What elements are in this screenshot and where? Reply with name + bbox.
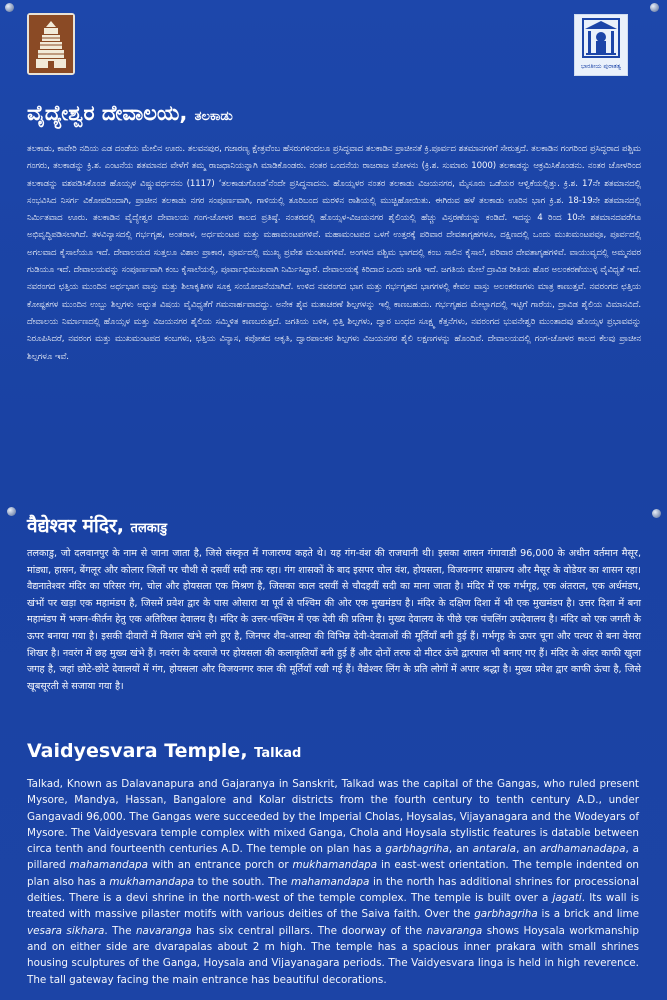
english-text: with an entrance porch or <box>147 859 293 872</box>
english-text: . Its wall is treated with massive pilaster motifs with various deities of the Saiva faith. Over the <box>27 892 639 921</box>
term-antarala: antarala <box>472 843 517 856</box>
mounting-screw <box>7 507 16 516</box>
kannada-title: ವೈದ್ಯೇಶ್ವರ ದೇವಾಲಯ, <box>27 101 188 125</box>
english-text: , a pillared <box>27 843 639 872</box>
english-text: has six central pillars. The doorway of the <box>191 924 427 937</box>
term-garbhagriha: garbhagriha <box>385 843 449 856</box>
term-mahamandapa: mahamandapa <box>290 875 370 888</box>
english-text: , an <box>448 843 473 856</box>
mounting-screw <box>652 509 661 518</box>
term-navaranga: navaranga <box>426 924 483 937</box>
hindi-heading <box>27 512 167 538</box>
asi-emblem-caption: ಭಾರತೀಯ ಪುರಾತತ್ವ <box>580 63 622 70</box>
mounting-screw <box>650 3 659 12</box>
mounting-screw <box>5 3 14 12</box>
english-heading <box>27 740 301 762</box>
english-text: in the north has additional shrines for processional deities. There is a devi shrine in the north-west of the temple complex. The temple is built over a <box>27 875 640 905</box>
term-navaranga: navaranga <box>135 924 192 937</box>
term-ardhamanadapa: ardhamanadapa <box>539 843 626 856</box>
term-mukhamandapa: mukhamandapa <box>109 875 195 888</box>
english-subtitle: Talkad <box>254 746 302 761</box>
english-text: , an <box>516 843 540 856</box>
hindi-subtitle: तलकाडु <box>130 521 168 536</box>
temple-gopuram-icon <box>27 13 75 75</box>
english-title: Vaidyesvara Temple, <box>27 740 248 762</box>
term-vesara-sikhara: vesara sikhara <box>27 924 105 937</box>
english-paragraph <box>27 776 639 988</box>
english-text: is a brick and lime <box>537 908 639 921</box>
english-text: shows Hoysala workmanship and on either side are dvarapalas about 2 m high. The temple has a spacious inner prakara with small shrines housing sculptures of the Ganga, Hoysala and Vijayanagara periods. The Vaidyesvara linga is held in high reverence. The tall gateway facing the main entrance has beautiful decorations. <box>27 924 640 986</box>
english-text: Talkad, Known as Dalavanapura and Gajaranya in Sanskrit, Talkad was the capital of the Gangas, who ruled present Mysore, Mandya, Hassan, Bangalore and Kolar districts from the fourth century to tenth century A.D., under Gangavadi 96,000. The Gangas were succeeded by the Imperial Cholas, Hoysalas, Vijayanagara and the Wodeyars of Mysore. The Vaidyesvara temple complex with mixed Ganga, Chola and Hoysala stylistic features is datable between circa tenth and fourteenth centuries A.D. The temple on plan has a <box>27 778 639 856</box>
english-text: to the south. The <box>194 875 291 888</box>
kannada-heading <box>27 101 233 126</box>
term-mukhamandapa: mukhamandapa <box>292 859 378 872</box>
hindi-paragraph: तलकाडु, जो दलवानपुर के नाम से जाना जाता है, जिसे संस्कृत में गजारण्य कहते थे। यह गंग-वंश की राजधानी थी। इसका शासन गंगावाडी 96,000 के अधीन वर्तमान मैसूर, मांड्या, हासन, बेंगलूर और कोलार जिलों पर चौथी से दसवीं सदी तक रहा। गंग शासकों के बाद इसपर चोल वंश, होयसला, विजयनगर साम्राज्य और मैसूर के वोडेयर का शासन रहा। वैद्यनातेश्वर मंदिर का परिसर गंग, चोल और होयसला एक मिश्रण है, जिसका काल दसवीं से चौदहवीं सदी का माना जाता है। मंदिर में एक गर्भगृह, एक अंतराल, एक अर्धमंडप, खंभों पर खड़ा एक महामंडप है, जिसमें प्रवेश द्वार के पास ओसारा या पूर्व से पश्चिम की ओर एक मुखमंडप है। मंदिर के दक्षिण दिशा में भी एक मुखमंडप है। उत्तर दिशा में बना महामंडप में भजन-कीर्तन हेतु एक अतिरिक्त देवालय है। मंदिर के उत्तर-पश्चिम में एक देवी की प्रतिमा है। मुख्य देवालय के पीछे एक पंचलिंग उपदेवालय है। मंदिर को एक जगती के ऊपर बनाया गया है। इसकी दीवारों में विशाल खंभे लगे हुए है, जिनपर शैव-आस्था की विभिन्न देवी-देवताओं की मूर्तियाँ बनी हुई हैं। गर्भगृह के ऊपर चूना और पत्थर से बना वेसरा शिखर है। नवरंग में छह मुख्य खंभे हैं। नवरंग के दरवाजे पर होयसला की कलाकृतियाँ बनी हुई हैं और दोनों तरफ दो मीटर ऊंचे द्वारपाल भी बनाए गए हैं। मंदिर के अंदर काफी खुला जगह है, जहां छोटे-छोटे देवालयों में गंग, होयसला और विजयनगर काल की मूर्तियाँ रखी गई हैं। वैद्येश्वर लिंग के प्रति लोगों में अपार श्रद्धा है। मुख्य प्रवेश द्वार काफी ऊंचा है, जिसे खूबसूरती से सजाया गया है। <box>27 548 641 692</box>
term-mahamandapa: mahamandapa <box>69 859 148 872</box>
term-garbhagriha: garbhagriha <box>474 908 538 921</box>
hindi-title: वैद्येश्वर मंदिर, <box>27 515 124 537</box>
kannada-subtitle: ತಲಕಾಡು <box>194 109 233 124</box>
english-text: . The <box>104 924 136 937</box>
english-text: in east-west orientation. The temple indented on plan also has a <box>27 859 640 888</box>
kannada-paragraph: ತಲಕಾಡು, ಕಾವೇರಿ ನದಿಯ ಎಡ ದಂಡೆಯ ಮೇಲಿನ ಊರು. ತಲವನಪುರ, ಗಜಾರಣ್ಯ ಕ್ಷೇತ್ರವೆಂಬ ಹೆಸರುಗಳಿಂದಲೂ ಪ್ರಸಿದ್ಧವಾದ ತಲಕಾಡಿನ ಪ್ರಾಚೀನತೆ ಕ್ರಿ.ಪೂರ್ವದ ಶತಮಾನಗಳಿಗೆ ಸೇರುತ್ತದೆ. ತಲಕಾಡಿನ ಗಂಗರಿಂದ ಪ್ರಸಿದ್ಧರಾದ ಪಶ್ಚಿಮ ಗಂಗರು, ತಲಕಾಡನ್ನು ಕ್ರಿ.ಶ. ಎಂಟನೆಯ ಶತಮಾನದ ವೇಳೆಗೆ ತಮ್ಮ ರಾಜಧಾನಿಯನ್ನಾಗಿ ಮಾಡಿಕೊಂಡರು. ನಂತರ ಒಂದನೆಯ ರಾಜರಾಜ ಚೋಳನು (ಕ್ರಿ.ಶ. ಸುಮಾರು 1000) ತಲಕಾಡನ್ನು ಆಕ್ರಮಿಸಿಕೊಂಡನು. ನಂತರ ಚೋಳರಿಂದ ತಲಕಾಡನ್ನು ವಶಪಡಿಸಿಕೊಂಡ ಹೊಯ್ಸಳ ವಿಷ್ಣುವರ್ಧನನು (1117) ‘ತಲಕಾಡುಗೊಂಡ’ನೆಂದೇ ಪ್ರಸಿದ್ಧನಾದನು. ಹೊಯ್ಸಳರ ನಂತರ ತಲಕಾಡು ವಿಜಯನಗರ, ಮೈಸೂರು ಒಡೆಯರ ಆಳ್ವಿಕೆಯಲ್ಲಿತ್ತು. ಕ್ರಿ.ಶ. 17ನೇ ಶತಮಾನದಲ್ಲಿ ಸಂಭವಿಸಿದ ನಿಸರ್ಗ ವಿಕೋಪದಿಂದಾಗಿ, ಪ್ರಾಚೀನ ತಲಕಾಡು ನಗರ ಸಂಪೂರ್ಣವಾಗಿ, ಗಾಳಿಯಲ್ಲಿ ತೂರಿಬಂದ ಮರಳಿನ ರಾಶಿಯಲ್ಲಿ ಮುಚ್ಚಿಹೋಯಿತು. ಈಗಿರುವ ಹಳೆ ತಲಕಾಡು ಊರಿನ ಭಾಗ ಕ್ರಿ.ಶ. 18-19ನೇ ಶತಮಾನದಲ್ಲಿ ನಿರ್ಮಿತವಾದ ಊರು. ತಲಕಾಡಿನ ವೈದ್ಯೇಶ್ವರ ದೇವಾಲಯ ಗಂಗ-ಚೋಳರ ಕಾಲದ ಪ್ರತಿಷ್ಠೆ. ನಂತರದಲ್ಲಿ ಹೊಯ್ಸಳ-ವಿಜಯನಗರ ಶೈಲಿಯಲ್ಲಿ ಹೆಚ್ಚು ವಿಸ್ತರಣೆಯನ್ನು ಕಂಡಿದೆ. ಇದನ್ನು 4 ರಿಂದ 10ನೇ ಶತಮಾನದವರೆಗೂ ಅಭಿವೃದ್ಧಿಪಡಿಸಲಾಗಿದೆ. ತಳವಿನ್ಯಾಸದಲ್ಲಿ ಗರ್ಭಗೃಹ, ಅಂತರಾಳ, ಅರ್ಧಮಂಟಪ ಮತ್ತು ಮಹಾಮಂಟಪಗಳಿವೆ. ಮಹಾಮಂಟಪದ ಒಳಗೆ ಉತ್ತರಕ್ಕೆ ಪರಿವಾರ ದೇವತಾಗೃಹಗಳೂ, ದಕ್ಷಿಣದಲ್ಲಿ ಒಂದು ಮುಖಮಂಟಪವೂ, ಪೂರ್ವದಲ್ಲಿ ಅಗಲವಾದ ಕೈಸಾಲೆಯೂ ಇದೆ. ದೇವಾಲಯದ ಸುತ್ತಲೂ ವಿಶಾಲ ಪ್ರಾಕಾರ, ಪೂರ್ವದಲ್ಲಿ ಮುಖ್ಯ ಪ್ರವೇಶ ಮಂಟಪಗಳಿವೆ. ಅಂಗಳದ ಪಶ್ಚಿಮ ಭಾಗದಲ್ಲಿ ಕಂಬ ಸಾಲಿನ ಕೈಸಾಲೆ, ಪರಿವಾರ ದೇವತಾಗೃಹಗಳಿವೆ. ವಾಯುವ್ಯದಲ್ಲಿ ಅಮ್ಮನವರ ಗುಡಿಯೂ ಇದೆ. ದೇವಾಲಯವನ್ನು ಸಂಪೂರ್ಣವಾಗಿ ಕಂಬ ಕೈಸಾಲೆಯಲ್ಲಿ, ಪೂರ್ವಾಭಿಮುಖವಾಗಿ ನಿರ್ಮಿಸಿದ್ದಾರೆ. ದೇವಾಲಯಕ್ಕೆ ಕಿರಿದಾದ ಒಂದು ಜಗತಿ ಇದೆ. ಜಗತಿಯ ಮೇಲೆ ದ್ರಾವಿಡ ರೀತಿಯ ಹೊರ ಅಲಂಕರಣೆಯುಳ್ಳ ವೈವಿಧ್ಯತೆ ಇದೆ. ನವರಂಗದ ಛತ್ತಿಯ ಮುಂದಿನ ಅರ್ಧಭಾಗ ವಾಸ್ತು ಮತ್ತು ಶಿಲಾಕೃತಿಗಳ ಸೂಕ್ತ ಸಂಯೋಜನೆಯಾಗಿದೆ. ಉಳಿದ ನವರಂಗದ ಭಾಗ ಮತ್ತು ಗರ್ಭಗೃಹದ ಭಾಗಗಳಲ್ಲಿ ಕೇವಲ ವಾಸ್ತು ಅಲಂಕರಣಗಳು ಮಾತ್ರ ಕಾಣುತ್ತವೆ. ನವರಂಗದ ಛತ್ತಿಯ ಕೋಷ್ಟಕಗಳ ಮುಂದಿನ ಉಬ್ಬು ಶಿಲ್ಪಗಳು ಅಧ್ಬುತ ವಿಷಯ ವೈವಿಧ್ಯತೆಗೆ ಗಮನಾರ್ಹವಾದದ್ದು. ಅನೇಕ ಶೈವ ಮತಾಚರಣೆ ಶಿಲ್ಪಗಳನ್ನು ಇಲ್ಲಿ ಕಾಣಬಹುದು. ಗರ್ಭಗೃಹದ ಮೇಲ್ಭಾಗದಲ್ಲಿ ಇಟ್ಟಿಗೆ ಗಾರೆಯ, ದ್ರಾವಿಡ ಶೈಲಿಯ ವಿಮಾನವಿದೆ. ದೇವಾಲಯ ನಿರ್ಮಾಣದಲ್ಲಿ ಹೊಯ್ಸಳ ಮತ್ತು ವಿಜಯನಗರ ಶೈಲಿಯ ಸಮ್ಮಿಳಿತ ಕಾಣಬರುತ್ತದೆ. ಜಗತಿಯ ಬಳಿಕ, ಭಿತ್ತಿ ಶಿಲ್ಪಗಳು, ದ್ವಾರ ಬಂಧದ ಸೂಕ್ಷ್ಮ ಕೆತ್ತನೆಗಳು, ನವರಂಗದ ಭುವನೇಶ್ವರಿ ಮುಂತಾದವು ಹೊಯ್ಸಳ ಪ್ರಭಾವವನ್ನು ನಿರೂಪಿಸಿದರೆ, ನವರಂಗ ಮತ್ತು ಮುಖಮಂಟಪದ ಕಂಬಗಳು, ಛತ್ತಿಯ ವಿನ್ಯಾಸ, ಕಪೋತದ ಆಕೃತಿ, ದ್ವಾರಪಾಲಕರ ಶಿಲ್ಪಗಳು ವಿಜಯನಗರ ಶೈಲಿ ಲಕ್ಷಣಗಳನ್ನು ಹೊಂದಿವೆ. ದೇವಾಲಯದಲ್ಲಿ ಗಂಗ-ಚೋಳರ ಕಾಲದ ಕೆಲವು ಪ್ರಾಚೀನ ಶಿಲ್ಪಗಳೂ ಇವೆ. <box>27 144 641 362</box>
term-jagati: jagati <box>552 892 582 905</box>
asi-emblem-icon <box>574 14 628 76</box>
